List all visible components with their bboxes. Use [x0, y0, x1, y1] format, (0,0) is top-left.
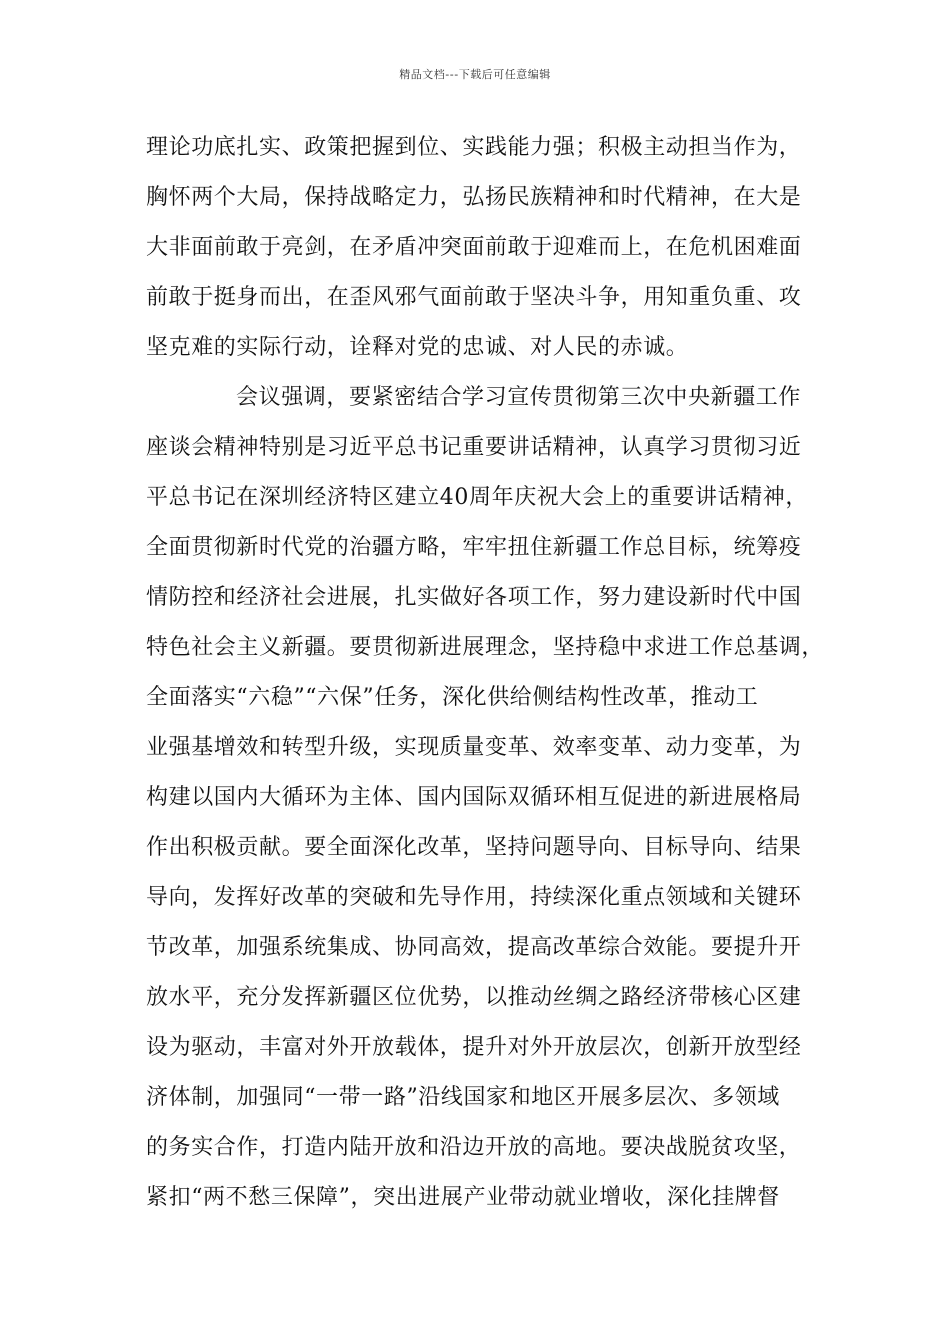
- body-line: 座谈会精神特别是习近平总书记重要讲话精神，认真学习贯彻习近: [146, 435, 802, 460]
- body-line: 济体制，加强同“一带一路”沿线国家和地区开展多层次、多领域: [146, 1085, 780, 1110]
- document-body: [146, 128, 826, 1228]
- body-line: 前敢于挺身而出，在歪风邪气面前敢于坚决斗争，用知重负重、攻: [146, 285, 802, 310]
- body-line: 放水平，充分发挥新疆区位优势，以推动丝绸之路经济带核心区建: [146, 985, 802, 1010]
- body-line: 的务实合作，打造内陆开放和沿边开放的高地。要决战脱贫攻坚，: [146, 1135, 802, 1160]
- body-line: 作出积极贡献。要全面深化改革，坚持问题导向、目标导向、结果: [146, 835, 802, 860]
- body-line: 坚克难的实际行动，诠释对党的忠诚、对人民的赤诚。: [146, 335, 689, 360]
- body-line: 紧扣“两不愁三保障”，突出进展产业带动就业增收，深化挂牌督: [146, 1185, 780, 1210]
- paragraph-start-line: 会议强调，要紧密结合学习宣传贯彻第三次中央新疆工作: [236, 385, 802, 410]
- body-line: 平总书记在深圳经济特区建立40周年庆祝大会上的重要讲话精神，: [146, 485, 808, 510]
- body-line: 节改革，加强系统集成、协同高效，提高改革综合效能。要提升开: [146, 935, 802, 960]
- body-line: 全面落实“六稳”“六保”任务，深化供给侧结构性改革，推动工: [146, 685, 759, 710]
- page-header: 精品文档---下载后可任意编辑: [399, 68, 551, 81]
- body-line: 大非面前敢于亮剑，在矛盾冲突面前敢于迎难而上，在危机困难面: [146, 235, 802, 260]
- body-line: 导向，发挥好改革的突破和先导作用，持续深化重点领域和关键环: [146, 885, 802, 910]
- body-line: 全面贯彻新时代党的治疆方略，牢牢扭住新疆工作总目标，统筹疫: [146, 535, 802, 560]
- body-line: 胸怀两个大局，保持战略定力，弘扬民族精神和时代精神，在大是: [146, 185, 802, 210]
- body-line: 特色社会主义新疆。要贯彻新进展理念，坚持稳中求进工作总基调，: [146, 635, 825, 660]
- body-line: 构建以国内大循环为主体、国内国际双循环相互促进的新进展格局: [146, 785, 802, 810]
- body-line: 设为驱动，丰富对外开放载体，提升对外开放层次，创新开放型经: [146, 1035, 802, 1060]
- body-line: 业强基增效和转型升级，实现质量变革、效率变革、动力变革，为: [146, 735, 802, 760]
- body-line: 情防控和经济社会进展，扎实做好各项工作，努力建设新时代中国: [146, 585, 802, 610]
- body-line: 理论功底扎实、政策把握到位、实践能力强；积极主动担当作为，: [146, 135, 802, 160]
